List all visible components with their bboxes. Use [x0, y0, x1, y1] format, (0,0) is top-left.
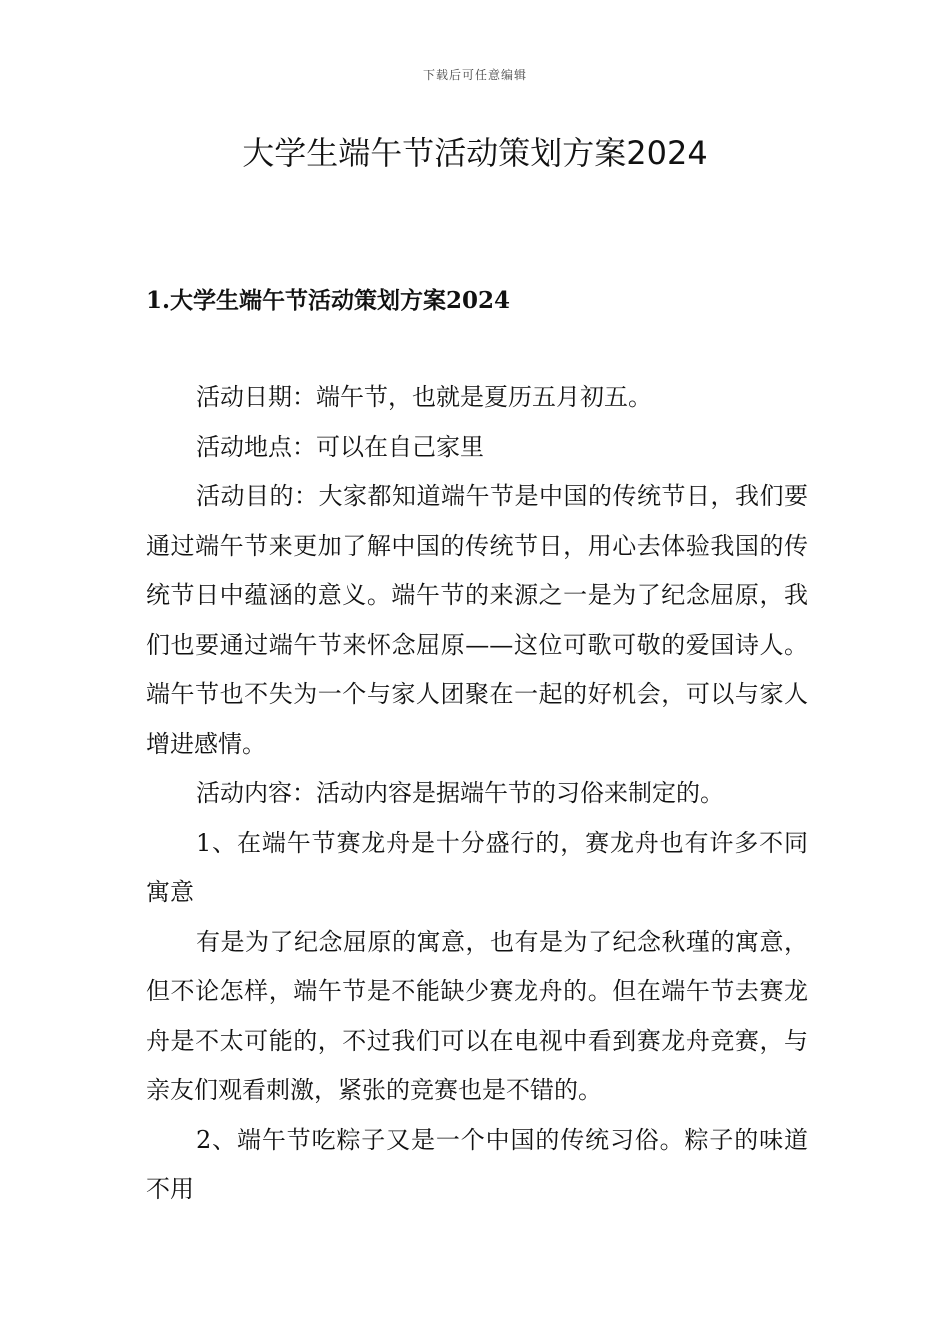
paragraph-dragon-boat-meaning: 有是为了纪念屈原的寓意，也有是为了纪念秋瑾的寓意，但不论怎样，端午节是不能缺少赛龙舟的。但在端午节去赛龙舟是不太可能的，不过我们可以在电视中看到赛龙舟竞赛，与亲友们观看刺激，紧张的竞赛也是不错的。	[146, 927, 808, 1104]
document-title: 大学生端午节活动策划方案2024	[242, 134, 708, 172]
paragraph-dragon-boat: 1、在端午节赛龙舟是十分盛行的，赛龙舟也有许多不同寓意	[146, 828, 808, 906]
paragraph-activity-purpose: 活动目的：大家都知道端午节是中国的传统节日，我们要通过端午节来更加了解中国的传统节日，用心去体验我国的传统节日中蕴涵的意义。端午节的来源之一是为了纪念屈原，我们也要通过端午节来怀念屈原——这位可歌可敬的爱国诗人。端午节也不失为一个与家人团聚在一起的好机会，可以与家人增进感情。	[146, 482, 808, 758]
paragraph-zongzi: 2、端午节吃粽子又是一个中国的传统习俗。粽子的味道不用	[146, 1125, 808, 1203]
header-note: 下载后可任意编辑	[422, 68, 527, 82]
section-heading: 1.大学生端午节活动策划方案2024	[146, 287, 511, 314]
paragraph-activity-location: 活动地点：可以在自己家里	[196, 432, 484, 461]
paragraph-activity-date: 活动日期：端午节，也就是夏历五月初五。	[196, 383, 652, 411]
paragraph-activity-content: 活动内容：活动内容是据端午节的习俗来制定的。	[196, 779, 724, 807]
document-body	[146, 373, 808, 1215]
